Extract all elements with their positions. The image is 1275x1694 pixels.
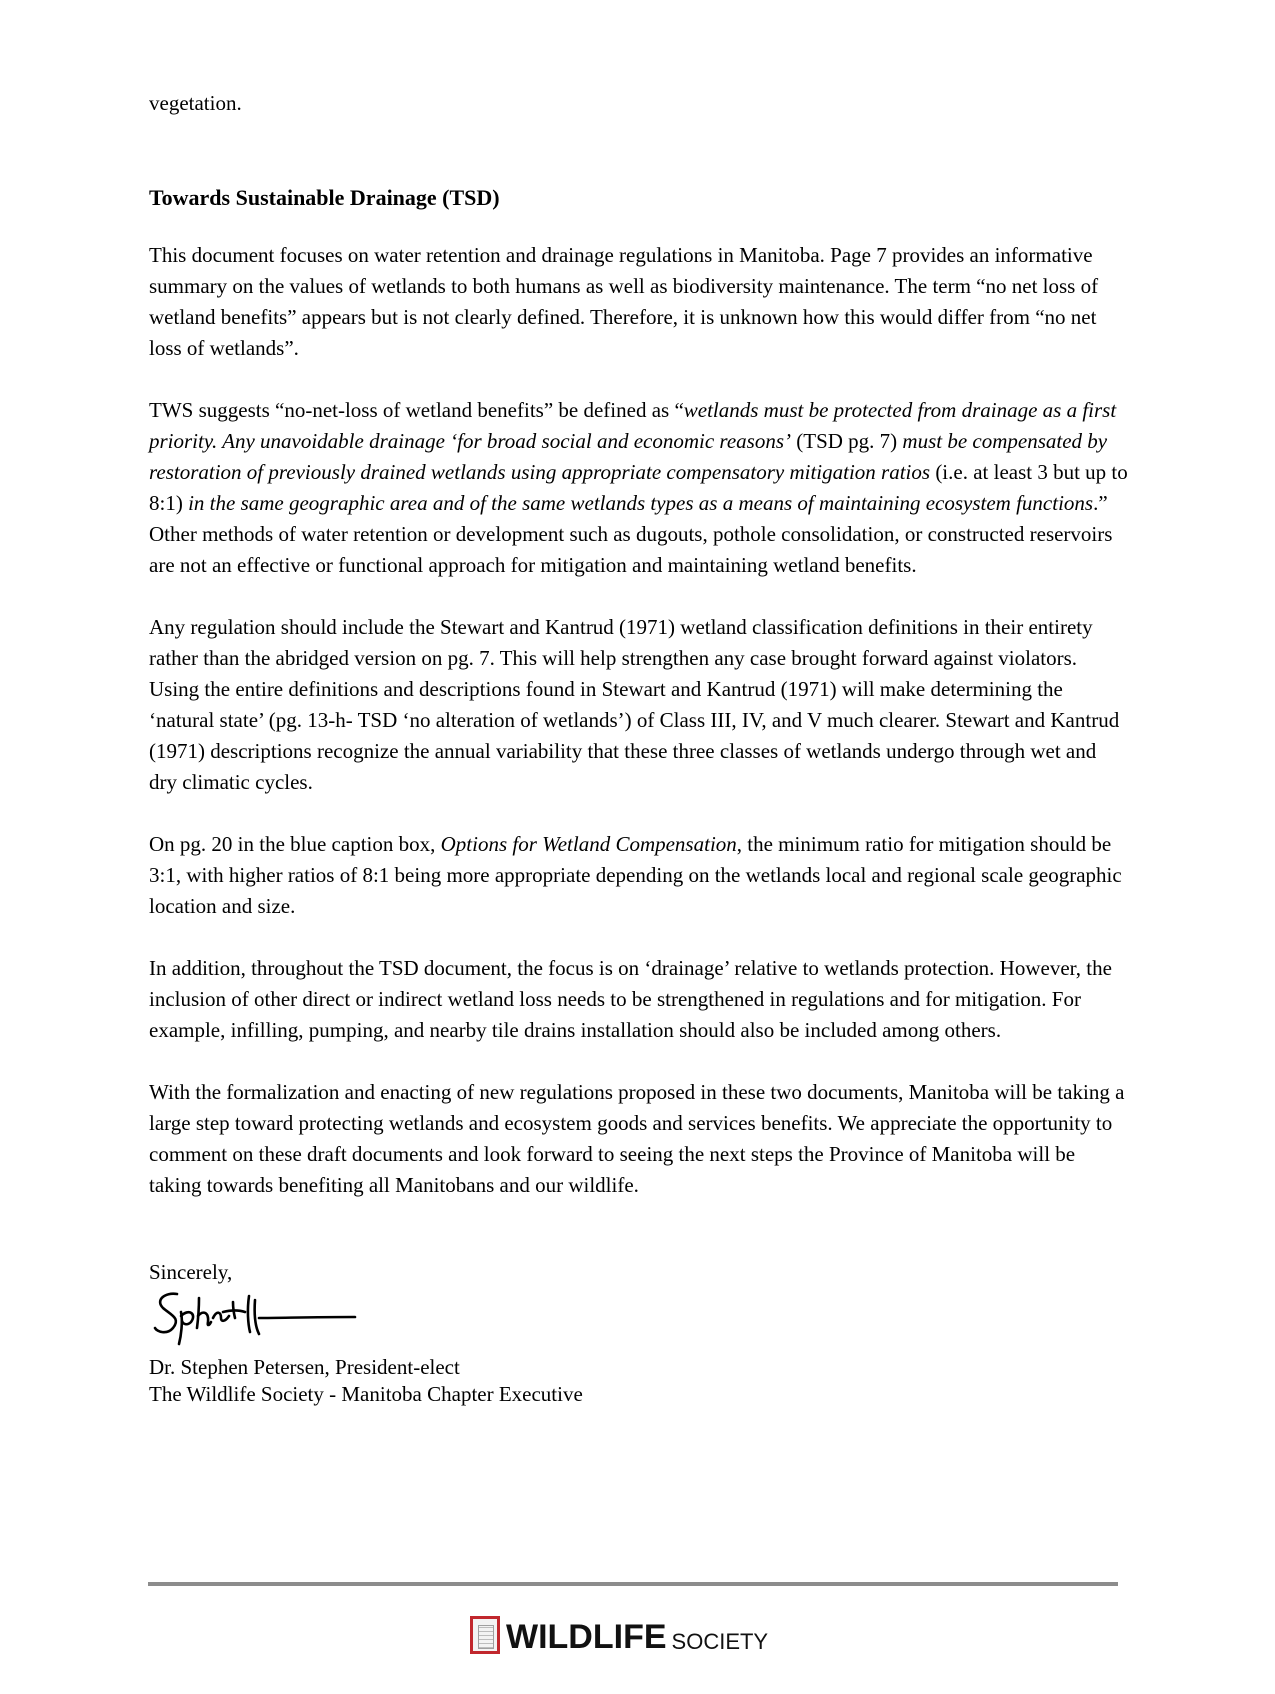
footer-logo <box>470 1614 768 1654</box>
logo-word-society: SOCIETY <box>671 1629 769 1654</box>
paragraph-2-italic-run: wetlands must be protected from drainage as a first priority. Any unavoidable drainage ‘for broad social and economic reasons’ <box>149 398 1117 453</box>
paragraph-4-run: On pg. 20 in the blue caption box, <box>149 832 441 856</box>
signer-organization: The Wildlife Society - Manitoba Chapter Executive <box>149 1382 583 1406</box>
signature-block <box>149 1354 1129 1408</box>
signer-name: Dr. Stephen Petersen, President-elect <box>149 1355 460 1379</box>
handwritten-signature <box>151 1288 381 1348</box>
paragraph-2-italic-run: in the same geographic area and of the same wetlands types as a means of maintaining ecosystem functions <box>188 491 1094 515</box>
paragraph-2 <box>149 395 1129 581</box>
paragraph-6: With the formalization and enacting of new regulations proposed in these two documents, Manitoba will be taking a large step toward protecting wetlands and ecosystem goods and services benefits. We appreciate the opportunity to comment on these draft documents and look forward to seeing the next steps the Province of Manitoba will be taking towards benefiting all Manitobans and our wildlife. <box>149 1080 1125 1197</box>
logo-word-wildlife: WILDLIFE <box>506 1618 667 1656</box>
carryover-text: vegetation. <box>149 91 242 115</box>
section-heading: Towards Sustainable Drainage (TSD) <box>149 185 500 210</box>
paragraph-2-run: (TSD pg. 7) <box>791 429 903 453</box>
footer-rule <box>148 1582 1118 1586</box>
paragraph-2-run: TWS suggests “no-net-loss of wetland benefits” be defined as “ <box>149 398 684 422</box>
closing-salutation: Sincerely, <box>149 1260 233 1284</box>
paragraph-4 <box>149 829 1129 922</box>
paragraph-2-italic-run: must be compensated by restoration of previously drained wetlands using appropriate compensatory mitigation ratios <box>149 429 1108 484</box>
paragraph-4-italic-run: Options for Wetland Compensation <box>440 832 737 856</box>
letter-body <box>149 88 1129 1408</box>
society-emblem-icon <box>470 1616 500 1654</box>
paragraph-1: This document focuses on water retention and drainage regulations in Manitoba. Page 7 provides an informative summary on the values of wetlands to both humans as well as biodiversity maintenance. The term “no net loss of wetland benefits” appears but is not clearly defined. Therefore, it is unknown how this would differ from “no net loss of wetlands”. <box>149 243 1099 360</box>
paragraph-4-run: , the minimum ratio for mitigation should be 3:1, with higher ratios of 8:1 being more appropriate depending on the wetlands local and regional scale geographic location and size. <box>149 832 1122 918</box>
paragraph-3: Any regulation should include the Stewart and Kantrud (1971) wetland classification definitions in their entirety rather than the abridged version on pg. 7. This will help strengthen any case brought forward against violators. Using the entire definitions and descriptions found in Stewart and Kantrud (1971) will make determining the ‘natural state’ (pg. 13-h- TSD ‘no alteration of wetlands’) of Class III, IV, and V much clearer. Stewart and Kantrud (1971) descriptions recognize the annual variability that these three classes of wetlands undergo through wet and dry climatic cycles. <box>149 615 1120 794</box>
paragraph-2-run: (i.e. at least 3 but up to 8:1) <box>149 460 1128 515</box>
paragraph-5: In addition, throughout the TSD document, the focus is on ‘drainage’ relative to wetlands protection. However, the inclusion of other direct or indirect wetland loss needs to be strengthened in regulations and for mitigation. For example, infilling, pumping, and nearby tile drains installation should also be included among others. <box>149 956 1112 1042</box>
paragraph-2-run: .” Other methods of water retention or development such as dugouts, pothole consolidation, or constructed reservoirs are not an effective or functional approach for mitigation and maintaining wetland benefits. <box>149 491 1113 577</box>
